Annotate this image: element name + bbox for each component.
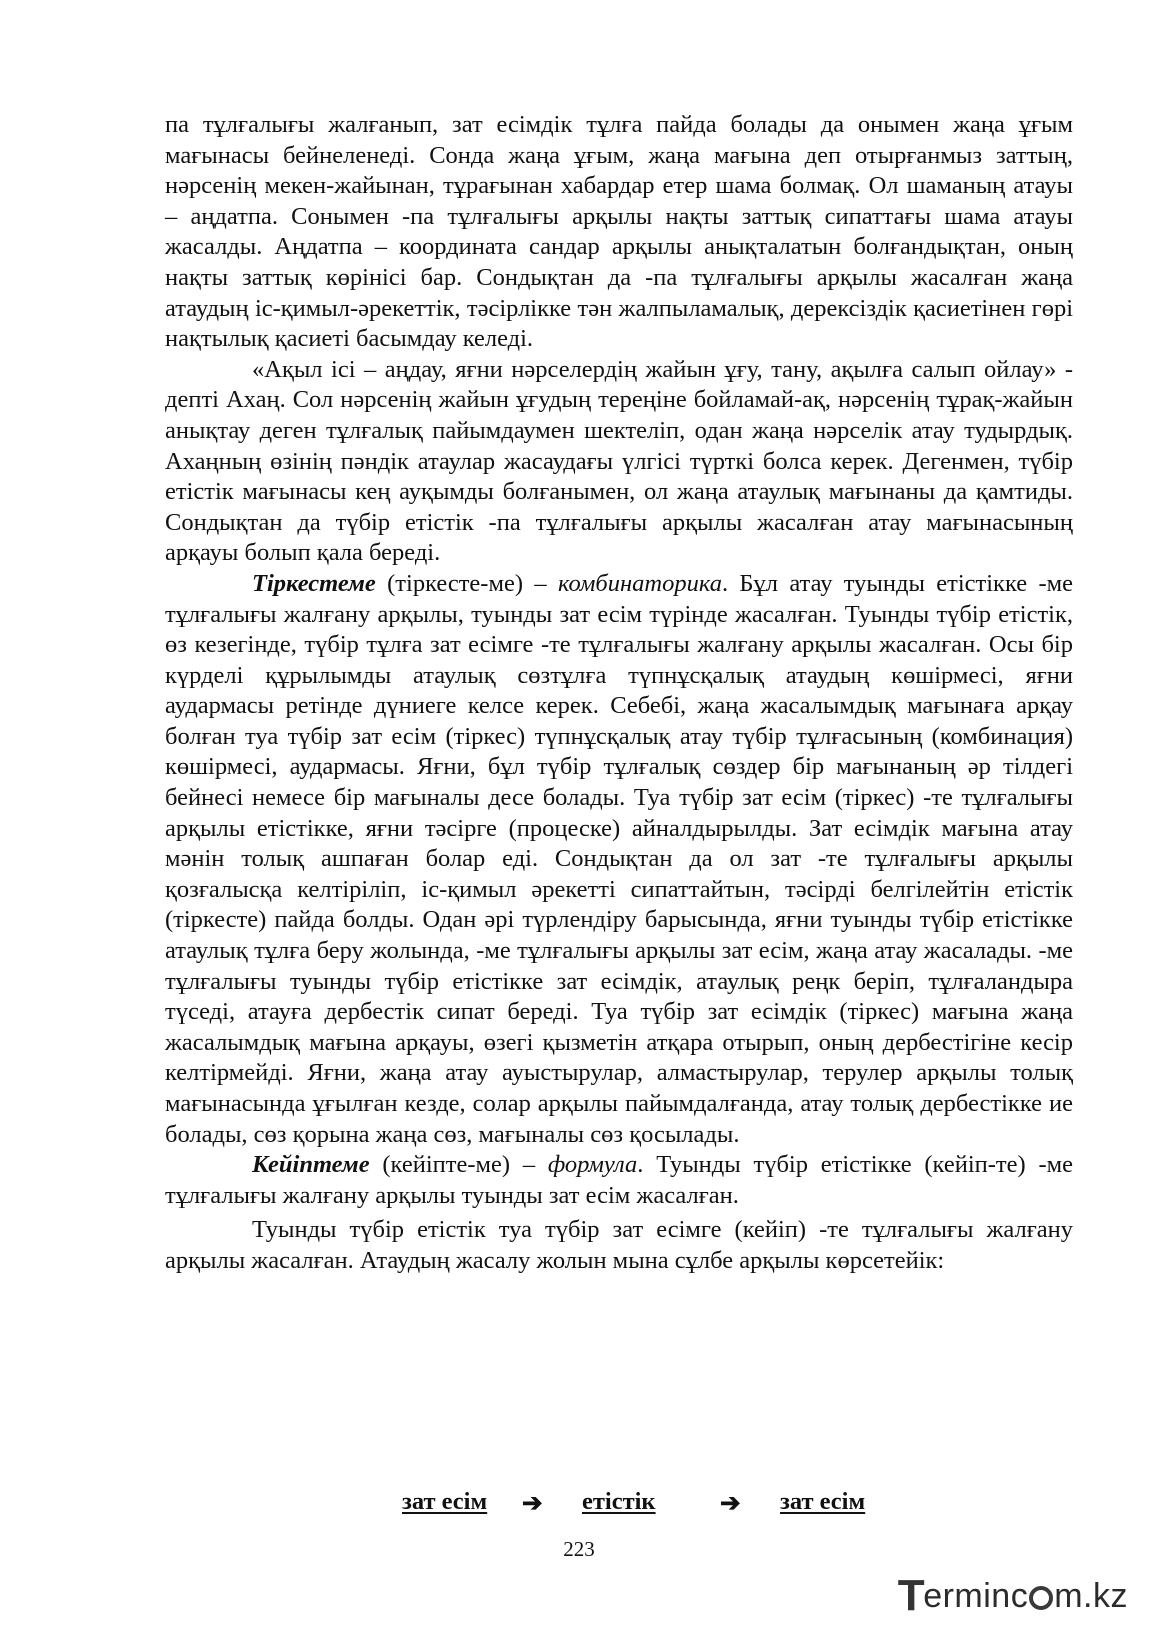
paragraph-tirkesteme <box>165 569 1073 1150</box>
term-keiipteme-translation: формула <box>547 1151 638 1179</box>
term-keiipteme: Кейіптеме <box>252 1151 370 1179</box>
termincom-watermark-logo: T erminc m.kz <box>897 1571 1128 1620</box>
paragraph-scheme-intro: Туынды түбір етістік туа түбір зат есімге (кейіп) -те тұлғалығы жалғану арқылы жасалған. Атаудың жасалу жолын мына сұлбе арқылы көрсетейік: <box>165 1216 1073 1274</box>
scheme-arrow-icon-1: ➔ <box>522 1490 543 1517</box>
page-body-text <box>165 110 1073 1277</box>
scheme-step-verb: етістік <box>582 1488 656 1515</box>
scheme-step-noun-2: зат есім <box>780 1488 866 1515</box>
scheme-step-noun-1: зат есім <box>402 1488 488 1515</box>
word-formation-scheme <box>0 1488 1158 1524</box>
term-tirkesteme-gloss: (тіркесте-ме) – <box>375 569 558 597</box>
page-number: 223 <box>563 1537 595 1561</box>
term-keiipteme-gloss: (кейіпте-ме) – <box>369 1151 548 1179</box>
term-tirkesteme-translation: комбинаторика <box>557 569 722 597</box>
term-tirkesteme-description: . Бұл атау туынды етістікке -ме тұлғалығы жалғану арқылы, туынды зат есім түрінде жасалған. Туынды түбір етістік, өз кезегінде, түбір тұлға зат есімге -те тұлғалығы жалғану арқылы жасалған. Осы бір күрделі құрылымды атаулық сөзтұлға түпнұсқалық атаудың көшірмесі, яғни аудармасы ретінде дүниеге келсе керек. Себебі, жаңа жасалымдық мағынаға арқау болған туа түбір зат есім (тіркес) түпнұсқалық атау түбір тұлғасының (комбинация) көшірмесі, аудармасы. Яғни, бұл түбір тұлғалық сөздер бір мағынаның әр тілдегі бейнесі немесе бір мағыналы десе болады. Туа түбір зат есім (тіркес) -те тұлғалығы арқылы етістікке, яғни тәсірге (процеске) айналдырылды. Зат есімдік мағына атау мәнін толық ашпаған болар еді. Сондықтан да ол зат -те тұлғалығы арқылы қозғалысқа келтіріліп, іс-қимыл әрекетті сипаттайтын, тәсірді белгілейтін етістік (тіркесте) пайда болды. Одан әрі түрлендіру барысында, яғни туынды түбір етістікке атаулық тұлға беру жолында, -ме тұлғалығы арқылы зат есім, жаңа атау жасалады. -ме тұлғалығы туынды түбір етістікке зат есімдік, атаулық реңк беріп, тұлғаландыра түседі, атауға дербестік сипат береді. Туа түбір зат есімдік (тіркес) мағына жаңа жасалымдық мағына арқауы, өзегі қызметін атқара отырып, оның дербестігіне кесір келтірмейді. Яғни, жаңа атау ауыстырулар, алмастырулар, терулер арқылы толық мағынасында ұғылған кезде, солар арқылы пайымдалғанда, атау толық дербестікке ие болады, сөз қорына жаңа сөз, мағыналы сөз қосылады. <box>165 569 1074 1148</box>
paragraph-1: па тұлғалығы жалғанып, зат есімдік тұлға пайда болады да онымен жаңа ұғым мағынасы бейнеленеді. Сонда жаңа ұғым, жаңа мағына деп отырғанмыз заттың, нәрсенің мекен-жайынан, тұрағынан хабардар етер шама болмақ. Ол шаманың атауы – аңдатпа. Сонымен -па тұлғалығы арқылы нақты заттық сипаттағы шама атауы жасалды. Аңдатпа – координата сандар арқылы анықталатын болғандықтан, оның нақты заттық көрінісі бар. Сондықтан да -па тұлғалығы арқылы жасалған жаңа атаудың іс-қимыл-әрекеттік, тәсірлікке тән жалпыламалық, дерексіздік қасиетінен гөрі нақтылық қасиеті басымдау келеді. <box>165 111 1073 353</box>
term-tirkesteme: Тіркестеме <box>252 569 376 597</box>
paragraph-keiipteme <box>165 1150 1073 1211</box>
scheme-arrow-icon-2: ➔ <box>720 1490 741 1517</box>
paragraph-2: «Ақыл ісі – аңдау, яғни нәрселердің жайын ұғу, тану, ақылға салып ойлау» - депті Ахаң. Сол нәрсенің жайын ұғудың тереңіне бойламай-ақ, нәрсенің тұрақ-жайын анықтау деген тұлғалық пайымдаумен шектеліп, одан жаңа нәрселік атау тудырдық. Ахаңның өзінің пәндік атаулар жасаудағы үлгісі түрткі болса керек. Дегенмен, түбір етістік мағынасы кең ауқымды болғанымен, ол жаңа атаулық мағынаны да қамтиды. Сондықтан да түбір етістік -па тұлғалығы арқылы жасалған атау мағынасының арқауы болып қала береді. <box>165 355 1073 567</box>
term-keiipteme-description: . Туынды түбір етістікке (кейіп-те) -ме тұлғалығы жалғану арқылы туынды зат есім жасалған. <box>165 1151 1073 1209</box>
